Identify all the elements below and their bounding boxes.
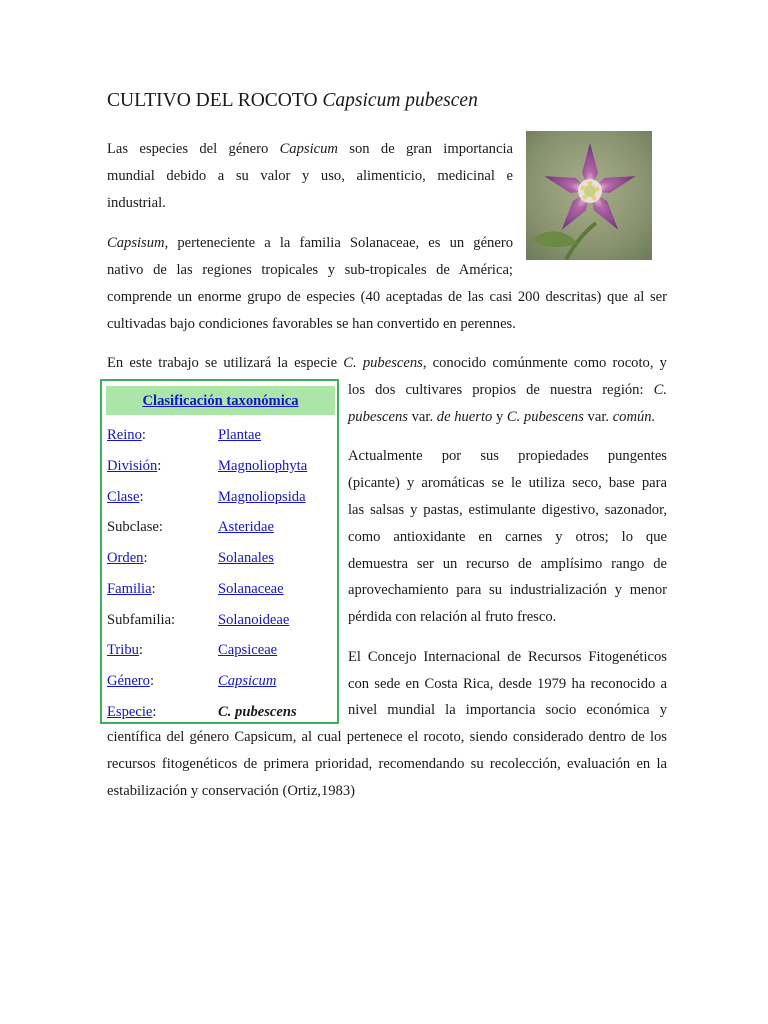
text-italic: común. bbox=[612, 409, 656, 425]
para3-line1 bbox=[107, 353, 667, 373]
text: son de gran importancia bbox=[337, 141, 513, 157]
taxonomy-heading-link[interactable]: Clasificación taxonómica bbox=[142, 393, 299, 409]
rank-link[interactable]: Reino bbox=[107, 427, 142, 443]
taxonomy-heading bbox=[106, 386, 335, 415]
page-title bbox=[107, 90, 478, 112]
taxonomy-row-tribu bbox=[107, 640, 335, 660]
rank-link[interactable]: Familia bbox=[107, 581, 152, 597]
taxonomy-row-orden bbox=[107, 548, 335, 568]
para3-line3 bbox=[348, 407, 667, 427]
value-link[interactable]: Plantae bbox=[218, 427, 261, 443]
taxonomy-row-division bbox=[107, 456, 335, 476]
para1-line2: mundial debido a su valor y uso, alimenticio, medicinal e bbox=[107, 168, 513, 184]
para4-line1: Actualmente por sus propiedades pungentes bbox=[348, 448, 667, 464]
para4-line5: demuestra ser un recurso de amplísimo rango de bbox=[348, 556, 667, 572]
para1-line3: industrial. bbox=[107, 195, 166, 211]
para5-line5: recursos fitogenéticos de primera prioridad, recomendando su recolección, evaluación en la bbox=[107, 756, 667, 772]
rocoto-flower-photo bbox=[526, 131, 652, 260]
text: , conocido comúnmente como rocoto, y bbox=[422, 355, 667, 371]
text-italic: Capsicum bbox=[279, 141, 338, 157]
rank-sep: : bbox=[138, 642, 143, 658]
value-link[interactable]: Magnoliopsida bbox=[218, 489, 306, 505]
rank-link[interactable]: Especie bbox=[107, 704, 153, 720]
taxonomy-box bbox=[100, 379, 339, 724]
para5-line6: estabilización y conservación (Ortiz,1983) bbox=[107, 783, 356, 799]
text-italic: C. bbox=[653, 382, 667, 398]
para4-line3: las salsas y pastas, estimulante digestivo, sazonador, bbox=[348, 502, 667, 518]
rank-link[interactable]: Orden bbox=[107, 550, 144, 566]
taxonomy-row-especie bbox=[107, 702, 335, 722]
taxonomy-row-familia bbox=[107, 579, 335, 599]
text: perteneciente a la familia Solanaceae, es un género bbox=[168, 235, 513, 251]
para4-line6: aprovechamiento para su industrialización y menor bbox=[348, 582, 667, 598]
para4-line4: como antioxidante en carnes y otros; lo que bbox=[348, 529, 667, 545]
flower-image-icon bbox=[526, 131, 652, 260]
para5-line1: El Concejo Internacional de Recursos Fitogenéticos bbox=[348, 649, 667, 665]
para5-line3: nivel mundial la importancia socio económica y bbox=[348, 702, 667, 718]
value-link[interactable]: Magnoliophyta bbox=[218, 458, 308, 474]
value-link[interactable]: Capsicum bbox=[218, 673, 277, 689]
rank-sep: : bbox=[141, 427, 146, 443]
taxonomy-row-genero bbox=[107, 671, 335, 691]
text-italic: C. pubescens bbox=[506, 409, 584, 425]
rank-label: Subclase: bbox=[107, 519, 163, 535]
para2-line3: comprende un enorme grupo de especies (40 aceptadas de las casi 200 descritas) que al ser bbox=[107, 289, 667, 305]
rank-sep: : bbox=[139, 489, 144, 505]
species-value: C. pubescens bbox=[218, 704, 297, 720]
title-species: Capsicum pubescen bbox=[322, 90, 478, 111]
text: var. bbox=[407, 409, 437, 425]
taxonomy-row-clase bbox=[107, 487, 335, 507]
taxonomy-row-reino bbox=[107, 425, 335, 445]
text: y bbox=[492, 409, 507, 425]
text: En este trabajo se utilizará la especie bbox=[107, 355, 344, 371]
value-link[interactable]: Solanales bbox=[218, 550, 274, 566]
rank-link[interactable]: División bbox=[107, 458, 158, 474]
para4-line7: pérdida con relación al fruto fresco. bbox=[348, 609, 557, 625]
rank-sep: : bbox=[152, 704, 157, 720]
taxonomy-row-subfamilia bbox=[107, 610, 335, 630]
title-main: CULTIVO DEL ROCOTO bbox=[107, 90, 323, 111]
rank-sep: : bbox=[157, 458, 162, 474]
value-link[interactable]: Asteridae bbox=[218, 519, 274, 535]
rank-label: Subfamilia: bbox=[107, 612, 176, 628]
para1-line1 bbox=[107, 139, 513, 159]
para5-line2: con sede en Costa Rica, desde 1979 ha reconocido a bbox=[348, 676, 667, 692]
text-italic: C. pubescens bbox=[343, 355, 423, 371]
rank-link[interactable]: Tribu bbox=[107, 642, 139, 658]
text: var. bbox=[583, 409, 613, 425]
value-link[interactable]: Capsiceae bbox=[218, 642, 278, 658]
rank-sep: : bbox=[149, 673, 155, 689]
text-italic: de huerto bbox=[436, 409, 493, 425]
text: los dos cultivares propios de nuestra región: bbox=[348, 382, 654, 398]
rank-link[interactable]: Género bbox=[107, 673, 150, 689]
rank-sep: : bbox=[151, 581, 156, 597]
text: Las especies del género bbox=[107, 141, 280, 157]
taxonomy-row-subclase bbox=[107, 517, 335, 537]
value-link[interactable]: Solanaceae bbox=[218, 581, 284, 597]
rank-sep: : bbox=[143, 550, 148, 566]
para2-line1 bbox=[107, 233, 513, 253]
para5-line4: científica del género Capsicum, al cual pertenece el rocoto, siendo considerado dentro de los bbox=[107, 729, 667, 745]
para4-line2: (picante) y aromáticas se le utiliza seco, base para bbox=[348, 475, 667, 491]
text-italic: Capsisum, bbox=[107, 235, 169, 251]
para3-line2 bbox=[348, 380, 667, 400]
para2-line2: nativo de las regiones tropicales y sub-tropicales de América; bbox=[107, 262, 513, 278]
rank-link[interactable]: Clase bbox=[107, 489, 140, 505]
para2-line4: cultivadas bajo condiciones favorables se han convertido en perennes. bbox=[107, 316, 516, 332]
value-link[interactable]: Solanoideae bbox=[218, 612, 290, 628]
text-italic: pubescens bbox=[348, 409, 408, 425]
